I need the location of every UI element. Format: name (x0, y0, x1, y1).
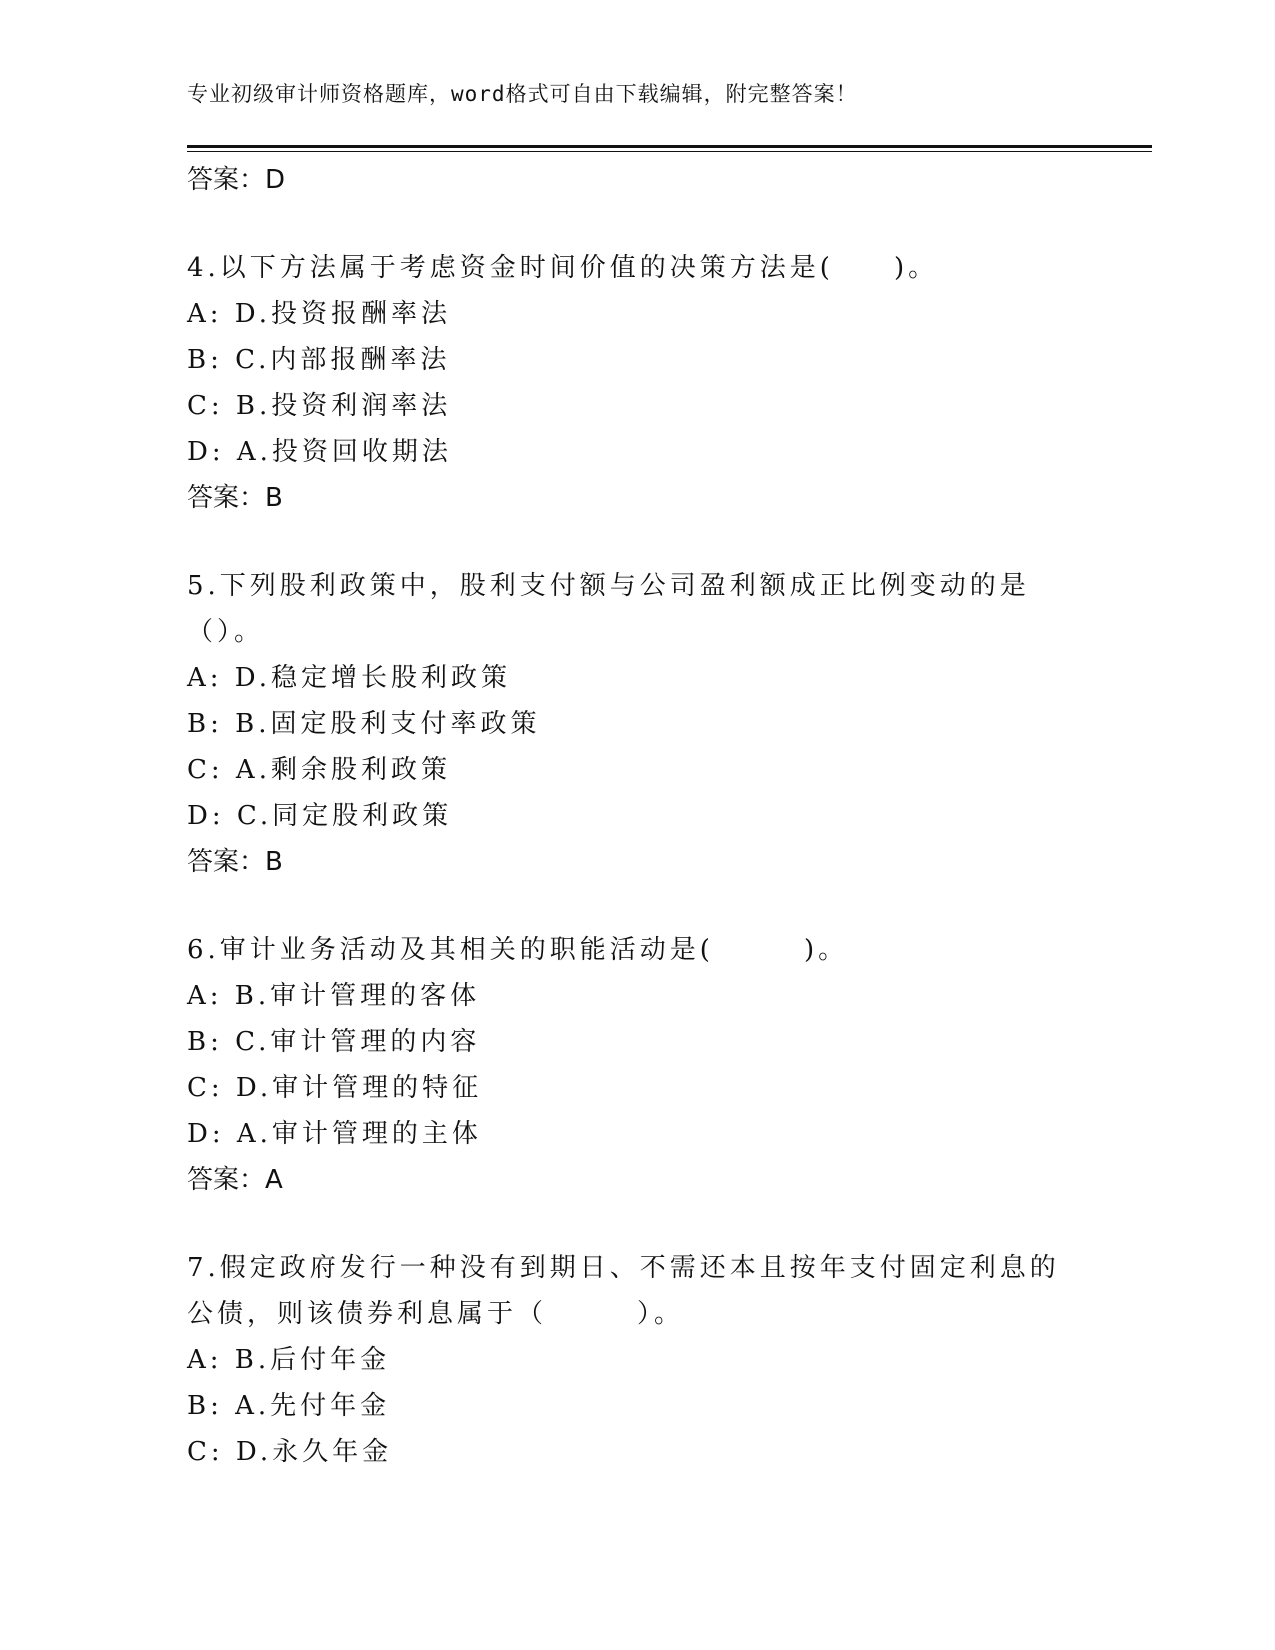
option-b: B: C.内部报酬率法 (187, 345, 451, 375)
option-c: C: D.审计管理的特征 (187, 1073, 483, 1103)
header-rule-thick (187, 145, 1152, 148)
option-d: D: C.同定股利政策 (187, 801, 453, 831)
question-5 (187, 563, 1087, 885)
question-stem: 5.下列股利政策中，股利支付额与公司盈利额成正比例变动的是（）。 (187, 571, 1030, 647)
question-6 (187, 927, 1087, 1203)
question-content (187, 157, 1087, 1475)
option-c: C: A.剩余股利政策 (187, 755, 451, 785)
answer-line: 答案：B (187, 483, 283, 513)
option-a: A: D.稳定增长股利政策 (187, 663, 511, 693)
option-c: C: D.永久年金 (187, 1437, 393, 1467)
option-c: C: B.投资利润率法 (187, 391, 452, 421)
answer-line: 答案：A (187, 1165, 283, 1195)
option-a: A: D.投资报酬率法 (187, 299, 451, 329)
question-7 (187, 1245, 1087, 1475)
answer-line: 答案：B (187, 847, 283, 877)
question-4 (187, 245, 1087, 521)
page-header: 专业初级审计师资格题库，word格式可自由下载编辑，附完整答案！ (187, 82, 858, 106)
question-stem: 4.以下方法属于考虑资金时间价值的决策方法是( )。 (187, 253, 939, 283)
option-d: D: A.投资回收期法 (187, 437, 452, 467)
option-b: B: B.固定股利支付率政策 (187, 709, 541, 739)
option-a: A: B.后付年金 (187, 1345, 391, 1375)
question-stem: 7.假定政府发行一种没有到期日、不需还本且按年支付固定利息的公债，则该债券利息属于（ ）。 (187, 1253, 1060, 1329)
option-b: B: C.审计管理的内容 (187, 1027, 481, 1057)
header-rule-thin (187, 151, 1152, 152)
option-b: B: A.先付年金 (187, 1391, 391, 1421)
answer-line: 答案：D (187, 165, 286, 195)
option-d: D: A.审计管理的主体 (187, 1119, 482, 1149)
question-stem: 6.审计业务活动及其相关的职能活动是( )。 (187, 935, 849, 965)
option-a: A: B.审计管理的客体 (187, 981, 481, 1011)
